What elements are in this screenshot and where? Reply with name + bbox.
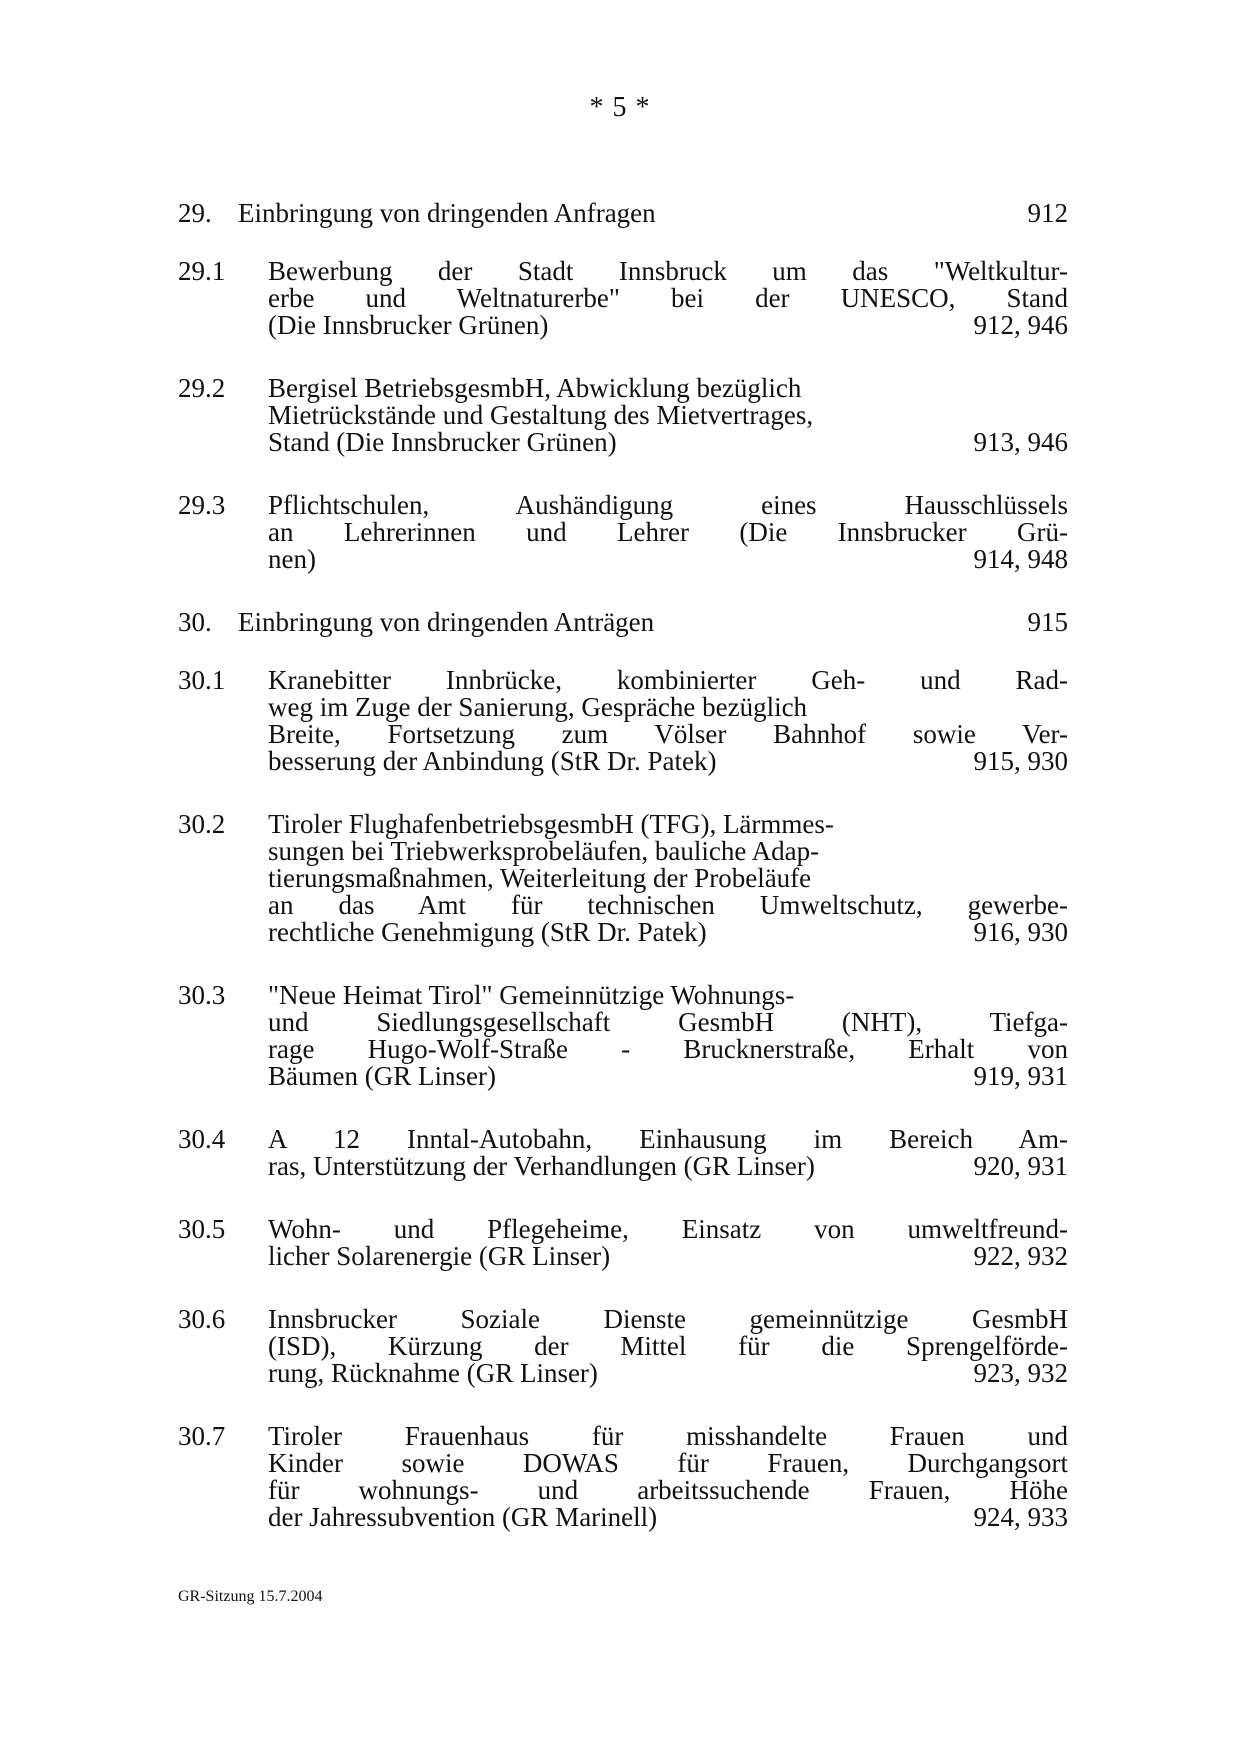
- item-title-line: weg im Zuge der Sanierung, Gespräche bezüglich: [268, 692, 808, 722]
- item-title-line: Kranebitter Innbrücke, kombinierter Geh- und Rad-: [268, 665, 1068, 695]
- page-number: * 5 *: [589, 92, 651, 123]
- item-title-line: der Jahressubvention (GR Marinell): [268, 1502, 658, 1532]
- item-title-line: Tiroler FlughafenbetriebsgesmbH (TFG), Lärmmes-: [268, 809, 834, 839]
- item-title-line: rung, Rücknahme (GR Linser): [268, 1358, 598, 1388]
- item-title-line: Bäumen (GR Linser): [268, 1061, 496, 1091]
- item-title-line: ras, Unterstützung der Verhandlungen (GR Linser): [268, 1151, 815, 1181]
- item-title-line: erbe und Weltnaturerbe" bei der UNESCO, Stand: [268, 283, 1068, 313]
- item-title-line: sungen bei Triebwerksprobeläufen, bauliche Adap-: [268, 836, 820, 866]
- toc-item-29-1: [178, 258, 1068, 339]
- item-title: [268, 1126, 1068, 1180]
- page-reference: 912, 946: [973, 310, 1068, 340]
- item-title: [268, 1216, 1068, 1270]
- item-title: [268, 1423, 1068, 1531]
- item-title-line: und Siedlungsgesellschaft GesmbH (NHT), Tiefga-: [268, 1007, 1068, 1037]
- item-number: 29.3: [178, 490, 226, 520]
- item-title-line: für wohnungs- und arbeitssuchende Frauen, Höhe: [268, 1475, 1068, 1505]
- item-number: 30.7: [178, 1421, 226, 1451]
- toc-item-30-2: [178, 811, 1068, 946]
- page-reference: 913, 946: [973, 427, 1068, 457]
- item-number: 30.2: [178, 809, 226, 839]
- page-reference: 915, 930: [973, 746, 1068, 776]
- page-reference: 914, 948: [973, 544, 1068, 574]
- item-title-line: "Neue Heimat Tirol" Gemeinnützige Wohnungs-: [268, 980, 795, 1010]
- toc-item-30-5: [178, 1216, 1068, 1270]
- toc-item-30-7: [178, 1423, 1068, 1531]
- item-title: [268, 258, 1068, 339]
- page-reference: 923, 932: [973, 1358, 1068, 1388]
- item-number: 30.6: [178, 1304, 226, 1334]
- item-title-line: Bewerbung der Stadt Innsbruck um das "Weltkultur-: [268, 256, 1068, 286]
- item-title-line: Bergisel BetriebsgesmbH, Abwicklung bezüglich: [268, 373, 802, 403]
- footer-session-date: GR-Sitzung 15.7.2004: [178, 1588, 323, 1605]
- item-number: 30.4: [178, 1124, 226, 1154]
- section-title: Einbringung von dringenden Anfragen: [238, 198, 656, 228]
- item-title: [268, 492, 1068, 573]
- section-title: Einbringung von dringenden Anträgen: [238, 607, 655, 637]
- item-title-line: Breite, Fortsetzung zum Völser Bahnhof sowie Ver-: [268, 719, 1068, 749]
- page-reference: 920, 931: [973, 1151, 1068, 1181]
- item-number: 29.1: [178, 256, 226, 286]
- page-reference: 915: [1027, 607, 1068, 637]
- item-number: 30.5: [178, 1214, 226, 1244]
- item-title-line: (Die Innsbrucker Grünen): [268, 310, 549, 340]
- toc-item-29-3: [178, 492, 1068, 573]
- toc-item-30-1: [178, 667, 1068, 775]
- item-title: [268, 811, 1068, 946]
- toc-item-30-3: [178, 982, 1068, 1090]
- item-title: [268, 375, 1068, 456]
- section-number: 29.: [178, 198, 212, 228]
- item-number: 29.2: [178, 373, 226, 403]
- item-title-line: Mietrückstände und Gestaltung des Mietvertrages,: [268, 400, 814, 430]
- item-title-line: rage Hugo-Wolf-Straße - Brucknerstraße, Erhalt von: [268, 1034, 1068, 1064]
- toc-item-30-4: [178, 1126, 1068, 1180]
- item-title: [268, 667, 1068, 775]
- item-title-line: besserung der Anbindung (StR Dr. Patek): [268, 746, 717, 776]
- item-title-line: nen): [268, 544, 316, 574]
- item-title: [268, 1306, 1068, 1387]
- item-title-line: A 12 Inntal-Autobahn, Einhausung im Bereich Am-: [268, 1124, 1068, 1154]
- page-reference: 924, 933: [973, 1502, 1068, 1532]
- item-title-line: an das Amt für technischen Umweltschutz, gewerbe-: [268, 890, 1068, 920]
- item-title-line: tierungsmaßnahmen, Weiterleitung der Probeläufe: [268, 863, 812, 893]
- page-reference: 922, 932: [973, 1241, 1068, 1271]
- item-title-line: Pflichtschulen, Aushändigung eines Hausschlüssels: [268, 490, 1068, 520]
- page-reference: 919, 931: [973, 1061, 1068, 1091]
- section-number: 30.: [178, 607, 212, 637]
- item-title-line: Innsbrucker Soziale Dienste gemeinnützige GesmbH: [268, 1304, 1068, 1334]
- toc-section-29: [178, 200, 1068, 228]
- item-title-line: Kinder sowie DOWAS für Frauen, Durchgangsort: [268, 1448, 1068, 1478]
- table-of-contents: [178, 200, 1068, 1567]
- item-title-line: Wohn- und Pflegeheime, Einsatz von umweltfreund-: [268, 1214, 1068, 1244]
- toc-item-30-6: [178, 1306, 1068, 1387]
- item-title-line: Stand (Die Innsbrucker Grünen): [268, 427, 617, 457]
- item-title: [268, 982, 1068, 1090]
- item-title-line: licher Solarenergie (GR Linser): [268, 1241, 611, 1271]
- item-number: 30.3: [178, 980, 226, 1010]
- item-number: 30.1: [178, 665, 226, 695]
- toc-item-29-2: [178, 375, 1068, 456]
- page-reference: 916, 930: [973, 917, 1068, 947]
- item-title-line: (ISD), Kürzung der Mittel für die Sprengelförde-: [268, 1331, 1068, 1361]
- item-title-line: rechtliche Genehmigung (StR Dr. Patek): [268, 917, 707, 947]
- item-title-line: Tiroler Frauenhaus für misshandelte Frauen und: [268, 1421, 1068, 1451]
- page-reference: 912: [1027, 198, 1068, 228]
- toc-section-30: [178, 609, 1068, 637]
- item-title-line: an Lehrerinnen und Lehrer (Die Innsbrucker Grü-: [268, 517, 1068, 547]
